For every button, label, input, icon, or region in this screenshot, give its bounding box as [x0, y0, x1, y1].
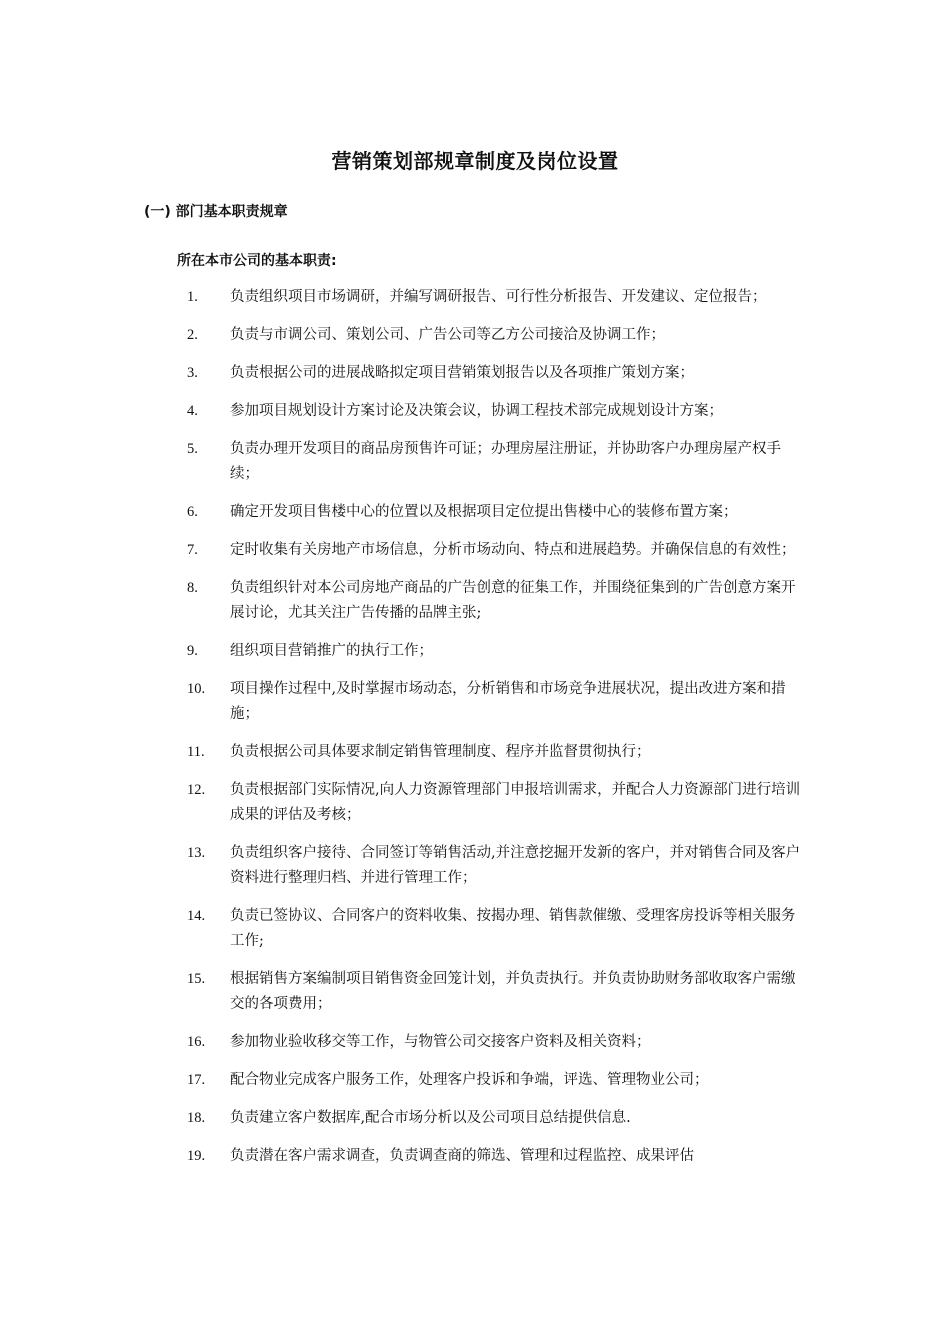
list-item-number: 10. — [187, 681, 206, 697]
list-item-number: 11. — [187, 744, 205, 760]
list-item-number: 14. — [187, 908, 206, 924]
list-item-number: 18. — [187, 1110, 206, 1126]
list-item — [0, 399, 807, 424]
list-item — [0, 323, 807, 348]
list-item-number: 16. — [187, 1034, 206, 1050]
section-heading: (一) 部门基本职责规章 — [144, 204, 288, 220]
list-item-text: 定时收集有关房地产市场信息，分析市场动向、特点和进展趋势。并确保信息的有效性； — [230, 542, 796, 558]
list-item-text: 负责根据公司具体要求制定销售管理制度、程序并监督贯彻执行； — [230, 744, 651, 760]
list-item-number: 1. — [187, 289, 198, 305]
list-item — [0, 285, 807, 310]
list-item-number: 4. — [187, 403, 198, 419]
list-item-text: 参加项目规划设计方案讨论及决策会议，协调工程技术部完成规划设计方案； — [230, 403, 723, 419]
list-item-text: 参加物业验收移交等工作，与物管公司交接客户资料及相关资料； — [230, 1034, 651, 1050]
list-item-number: 3. — [187, 365, 198, 381]
list-item-number: 6. — [187, 504, 198, 520]
list-item — [0, 361, 807, 386]
list-item — [0, 437, 807, 487]
sub-heading: 所在本市公司的基本职责: — [177, 253, 337, 269]
list-item — [0, 677, 807, 727]
list-item — [0, 1144, 807, 1169]
list-item — [0, 740, 807, 765]
page-title: 营销策划部规章制度及岗位设置 — [331, 149, 619, 173]
list-item — [0, 904, 807, 954]
list-item-number: 17. — [187, 1072, 206, 1088]
list-item — [0, 1030, 807, 1055]
list-item — [0, 639, 807, 664]
list-item-text: 项目操作过程中,及时掌握市场动态，分析销售和市场竞争进展状况，提出改进方案和措施； — [230, 681, 786, 722]
list-item-text: 负责组织项目市场调研，并编写调研报告、可行性分析报告、开发建议、定位报告； — [230, 289, 767, 305]
list-item-text: 负责根据公司的进展战略拟定项目营销策划报告以及各项推广策划方案； — [230, 365, 694, 381]
list-item-text: 负责组织针对本公司房地产商品的广告创意的征集工作，并围绕征集到的广告创意方案开展讨论，尤其关注广告传播的品牌主张; — [230, 580, 796, 621]
list-item-number: 7. — [187, 542, 198, 558]
list-item — [0, 500, 807, 525]
list-item — [0, 1106, 807, 1131]
list-item-number: 8. — [187, 580, 198, 596]
list-item-text: 确定开发项目售楼中心的位置以及根据项目定位提出售楼中心的装修布置方案； — [230, 504, 738, 520]
list-item-text: 负责已签协议、合同客户的资料收集、按揭办理、销售款催缴、受理客房投诉等相关服务工作; — [230, 908, 796, 949]
list-item-text: 负责办理开发项目的商品房预售许可证；办理房屋注册证，并协助客户办理房屋产权手续； — [230, 441, 781, 482]
list-item-text: 负责组织客户接待、合同签订等销售活动,并注意挖掘开发新的客户，并对销售合同及客户资料进行整理归档、并进行管理工作； — [230, 845, 801, 886]
duty-list — [0, 285, 950, 1182]
list-item — [0, 778, 807, 828]
list-item-text: 负责潜在客户需求调查，负责调查商的筛选、管理和过程监控、成果评估 — [230, 1148, 694, 1164]
list-item — [0, 967, 807, 1017]
list-item-number: 5. — [187, 441, 198, 457]
list-item-text: 根据销售方案编制项目销售资金回笼计划，并负责执行。并负责协助财务部收取客户需缴交的各项费用； — [230, 971, 796, 1012]
list-item — [0, 576, 807, 626]
list-item-number: 13. — [187, 845, 206, 861]
list-item-number: 19. — [187, 1148, 206, 1164]
list-item-text: 负责建立客户数据库,配合市场分析以及公司项目总结提供信息. — [230, 1110, 631, 1126]
list-item-text: 组织项目营销推广的执行工作； — [230, 643, 433, 659]
list-item-text: 配合物业完成客户服务工作，处理客户投诉和争端，评选、管理物业公司； — [230, 1072, 709, 1088]
list-item-number: 15. — [187, 971, 206, 987]
list-item-text: 负责与市调公司、策划公司、广告公司等乙方公司接洽及协调工作； — [230, 327, 665, 343]
list-item-number: 9. — [187, 643, 198, 659]
list-item-text: 负责根据部门实际情况,向人力资源管理部门申报培训需求，并配合人力资源部门进行培训成果的评估及考核； — [230, 782, 801, 823]
list-item-number: 12. — [187, 782, 206, 798]
list-item — [0, 841, 807, 891]
list-item-number: 2. — [187, 327, 198, 343]
list-item — [0, 538, 807, 563]
list-item — [0, 1068, 807, 1093]
